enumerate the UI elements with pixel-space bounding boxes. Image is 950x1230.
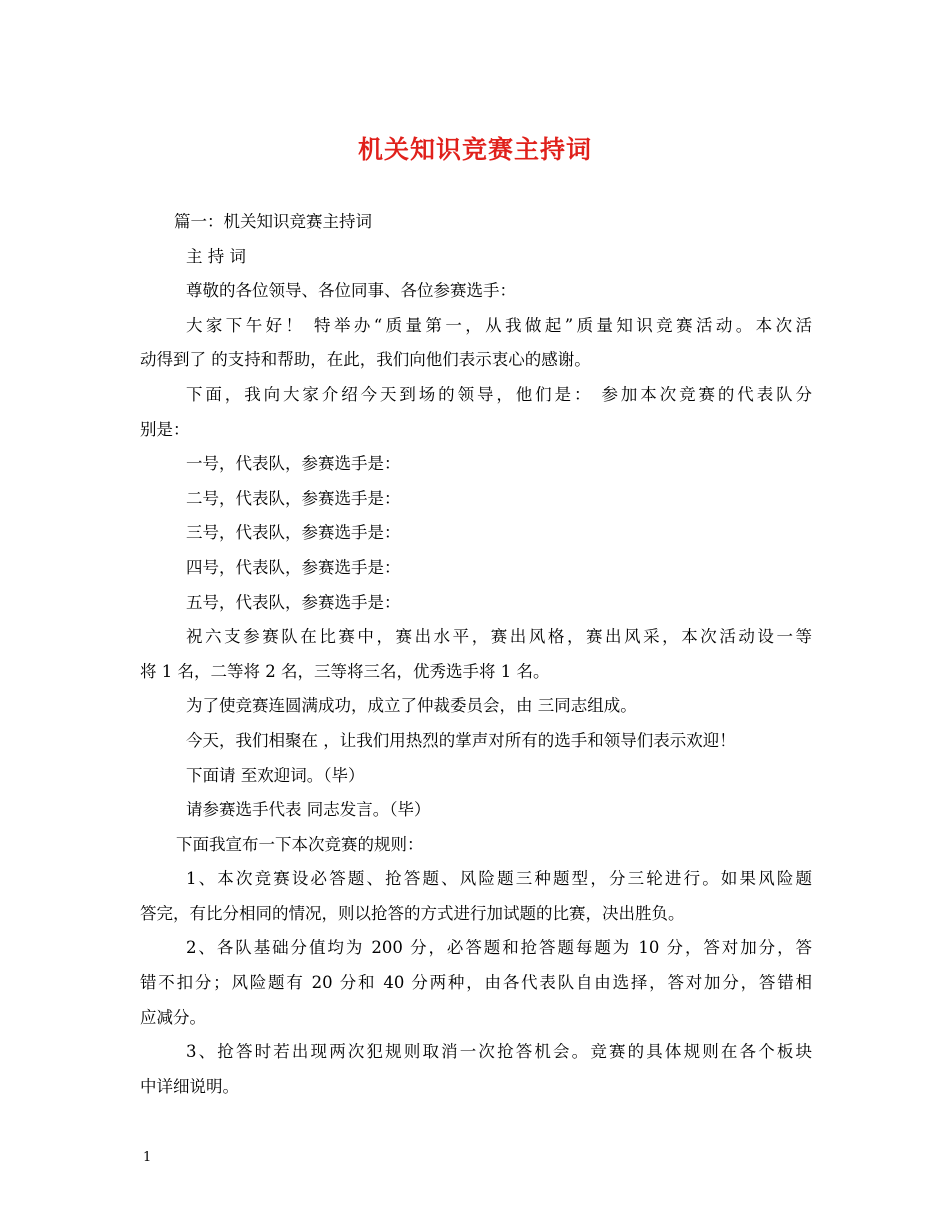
- text-line: 下面请 至欢迎词。（毕）: [186, 765, 365, 785]
- text-line: 今天，我们相聚在 ，让我们用热烈的掌声对所有的选手和领导们表示欢迎！: [186, 730, 736, 750]
- rule-line: 2、各队基础分值均为 200 分，必答题和抢答题每题为 10 分，答对加分，答: [186, 938, 812, 958]
- rule-line: 答完，有比分相同的情况，则以抢答的方式进行加试题的比赛，决出胜负。: [140, 903, 685, 923]
- rule-line: 错不扣分；风险题有 20 分和 40 分两种，由各代表队自由选择，答对加分，答错相: [140, 973, 812, 993]
- page-number: 1: [143, 1150, 152, 1165]
- document-body: [140, 205, 812, 1104]
- text-line: 别是：: [140, 419, 190, 439]
- rules-heading: 下面我宣布一下本次竞赛的规则：: [176, 834, 424, 854]
- text-line: 将 1 名，二等将 2 名，三等将三名，优秀选手将 1 名。: [140, 661, 550, 681]
- team-line: 三号，代表队，参赛选手是：: [186, 523, 401, 543]
- text-line: 为了使竞赛连圆满成功，成立了仲裁委员会，由 三同志组成。: [186, 696, 637, 716]
- team-line: 四号，代表队，参赛选手是：: [186, 557, 401, 577]
- rule-line: 中详细说明。: [140, 1076, 239, 1096]
- team-line: 一号，代表队，参赛选手是：: [186, 454, 401, 474]
- text-line: 动得到了 的支持和帮助，在此，我们向他们表示衷心的感谢。: [140, 350, 591, 370]
- document-title: 机关知识竞赛主持词: [357, 135, 592, 164]
- text-line: 下面，我向大家介绍今天到场的领导，他们是： 参加本次竞赛的代表队分: [186, 384, 812, 404]
- section-heading: 篇一：机关知识竞赛主持词: [174, 212, 372, 231]
- text-line: 请参赛选手代表 同志发言。（毕）: [186, 800, 431, 820]
- rule-line: 1、本次竞赛设必答题、抢答题、风险题三种题型，分三轮进行。如果风险题: [186, 869, 812, 889]
- text-line: 大家下午好！ 特举办“质量第一，从我做起”质量知识竞赛活动。本次活: [186, 315, 812, 335]
- rule-line: 应减分。: [140, 1007, 206, 1027]
- rule-line: 3、抢答时若出现两次犯规则取消一次抢答机会。竞赛的具体规则在各个板块: [186, 1042, 812, 1062]
- text-line: 祝六支参赛队在比赛中，赛出水平，赛出风格，赛出风采，本次活动设一等: [186, 627, 812, 647]
- greeting-line: 尊敬的各位领导、各位同事、各位参赛选手：: [186, 281, 516, 301]
- text-line: 主 持 词: [186, 246, 246, 266]
- team-line: 五号，代表队，参赛选手是：: [186, 592, 401, 612]
- team-line: 二号，代表队，参赛选手是：: [186, 488, 401, 508]
